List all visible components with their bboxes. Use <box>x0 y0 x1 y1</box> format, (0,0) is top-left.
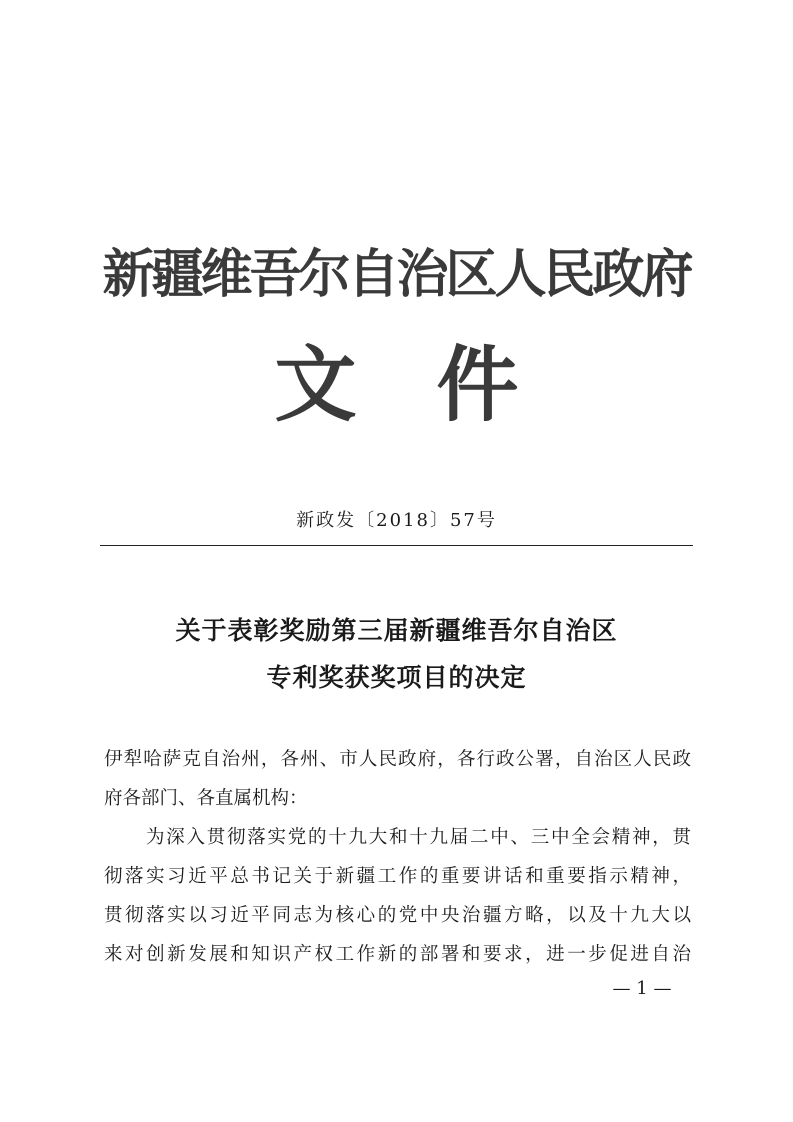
addressee-line-1: 伊犁哈萨克自治州，各州、市人民政府，各行政公署，自治区人民政 <box>104 749 691 770</box>
issuer-title: 新疆维吾尔自治区人民政府 <box>102 245 691 305</box>
paragraph-line-4: 来对创新发展和知识产权工作新的部署和要求，进一步促进自治 <box>104 944 691 965</box>
document-kind-label: 文件 <box>274 338 599 433</box>
paragraph-line-3: 贯彻落实以习近平同志为核心的党中央治疆方略，以及十九大以 <box>104 905 691 926</box>
separator-rule <box>100 545 693 546</box>
addressee-line-2: 府各部门、各直属机构： <box>104 788 308 809</box>
document-title-line-1: 关于表彰奖励第三届新疆维吾尔自治区 <box>175 616 618 645</box>
document-number: 新政发〔2018〕57号 <box>296 510 497 531</box>
document-title-line-2: 专利奖获奖项目的决定 <box>266 663 527 692</box>
paragraph-line-2: 彻落实习近平总书记关于新疆工作的重要讲话和重要指示精神， <box>104 866 691 887</box>
paragraph-line-1: 为深入贯彻落实党的十九大和十九届二中、三中全会精神，贯 <box>146 827 691 848</box>
page-number: — 1 — <box>612 978 672 999</box>
